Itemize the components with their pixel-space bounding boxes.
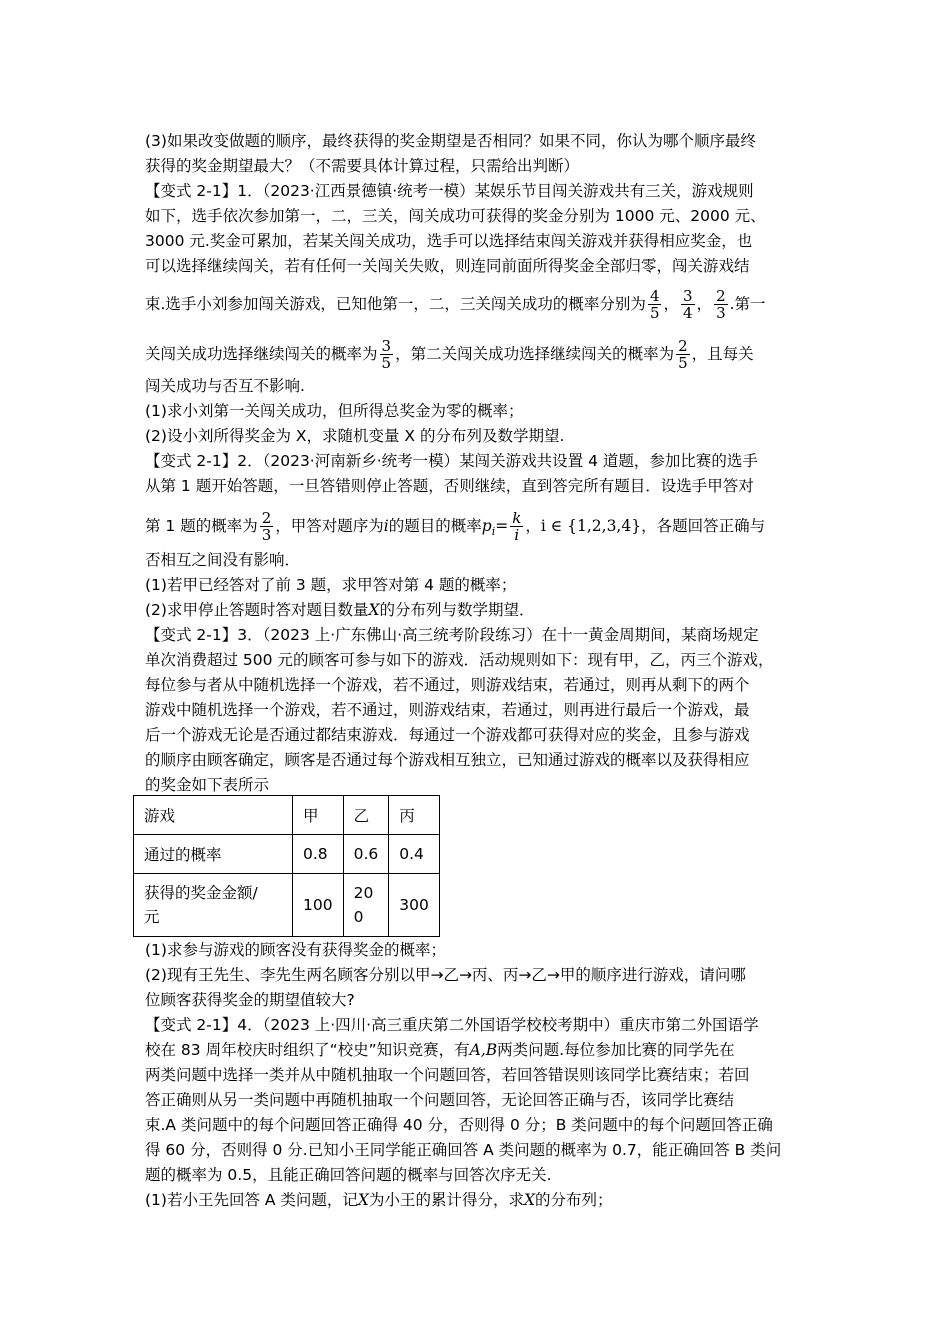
- problem-4-line-5: 束.A 类问题中的每个问题回答正确得 40 分，否则得 0 分；B 类问题中的每个问题回答正确: [145, 1116, 773, 1134]
- variable-ab: A,B: [469, 1041, 498, 1059]
- intro-line-1: (3)如果改变做题的顺序，最终获得的奖金期望是否相同？如果不同，你认为哪个顺序最终: [145, 132, 756, 150]
- table-cell: 0.6: [343, 835, 389, 874]
- problem-4-question-1-text: (1)若小王先回答 A 类问题，记: [145, 1191, 358, 1209]
- subscript-i: i: [491, 525, 496, 539]
- problem-3-line-3: 每位参与者从中随机选择一个游戏，若不通过，则游戏结束，若通过，则再从剩下的两个: [145, 676, 750, 694]
- denominator: 5: [381, 354, 392, 372]
- fraction-2-3: [714, 288, 728, 321]
- cell-line: 0: [353, 908, 364, 926]
- variable-x: X: [523, 1191, 536, 1209]
- cell-line: 获得的奖金金额/: [144, 884, 258, 902]
- problem-1-line-2: 如下，选手依次参加第一，二，三关，闯关成功可获得的奖金分别为 1000 元、2000 元、: [145, 207, 766, 225]
- problem-1-question-1: (1)求小刘第一关闯关成功，但所得总奖金为零的概率；: [145, 402, 524, 420]
- problem-1-question-2: (2)设小刘所得奖金为 X，求随机变量 X 的分布列及数学期望.: [145, 427, 565, 445]
- table-header-game: 游戏: [134, 796, 293, 835]
- numerator: 2: [261, 509, 272, 527]
- problem-4-line-7: 题的概率为 0.5，且能正确回答问题的概率与回答次序无关.: [145, 1166, 552, 1184]
- problem-1-line-5: [145, 288, 766, 321]
- problem-2-line-3-tail: ，各题回答正确与: [641, 517, 766, 535]
- problem-3-line-4: 游戏中随机选择一个游戏，若不通过，则游戏结束，若通过，则再进行最后一个游戏，最: [145, 701, 750, 719]
- numerator: 3: [381, 337, 392, 355]
- separator: ，: [663, 295, 679, 313]
- variable-p: p: [481, 517, 492, 535]
- problem-3-line-6: 的顺序由顾客确定，顾客是否通过每个游戏相互独立，已知通过游戏的概率以及获得相应: [145, 751, 750, 769]
- fraction-2-3: [260, 510, 274, 543]
- denominator: 3: [261, 526, 272, 544]
- variable-x: X: [368, 601, 380, 619]
- problem-2-question-2-tail: 的分布列与数学期望．: [379, 601, 535, 619]
- problem-4-line-2-tail: 两类问题.每位参加比赛的同学先在: [497, 1041, 735, 1059]
- denominator: i: [510, 526, 523, 543]
- numerator: 2: [716, 287, 726, 305]
- problem-4-line-2: [145, 1040, 735, 1060]
- problem-1-line-4: 可以选择继续闯关，若有任何一关闯关失败，则连同前面所得奖金全部归零，闯关游戏结: [145, 257, 750, 275]
- problem-4-line-4: 答正确则从另一类问题中再随机抽取一个问题回答，无论回答正确与否，该同学比赛结: [145, 1091, 735, 1109]
- comma: ，: [525, 517, 541, 535]
- fraction-3-4: [681, 288, 695, 321]
- table-cell: [134, 874, 293, 937]
- fraction-2-5: [676, 338, 690, 371]
- denominator: 3: [716, 304, 726, 322]
- equals-sign: =: [495, 517, 509, 535]
- cell-line: 元: [144, 908, 160, 926]
- problem-2-line-1: 【变式 2-1】2．（2023·河南新乡·统考一模）某闯关游戏共设置 4 道题，参加比赛的选手: [145, 452, 758, 470]
- separator: ，: [696, 295, 713, 313]
- table-row: [134, 835, 440, 874]
- numerator: k: [512, 509, 522, 527]
- denominator: 5: [649, 304, 660, 322]
- table-cell: 100: [293, 874, 344, 937]
- table-header-jia: 甲: [293, 796, 344, 835]
- problem-2-line-4: 否相互之间没有影响．: [145, 551, 301, 569]
- table-header-yi: 乙: [343, 796, 389, 835]
- table-cell: 300: [389, 874, 440, 937]
- problem-4-line-2-text: 校在 83 周年校庆时组织了“校史”知识竞赛，有: [145, 1041, 470, 1059]
- problem-4-line-1: 【变式 2-1】4．（2023 上·四川·高三重庆第二外国语学校校考期中）重庆市第二外国语学: [145, 1016, 759, 1034]
- problem-2-line-2: 从第 1 题开始答题，一旦答错则停止答题，否则继续，直到答完所有题目．设选手甲答对: [145, 477, 754, 495]
- problem-1-line-6-text: 关闯关成功选择继续闯关的概率为: [145, 345, 378, 363]
- table-cell: 0.8: [293, 835, 344, 874]
- problem-3-question-1: (1)求参与游戏的顾客没有获得奖金的概率；: [145, 941, 446, 959]
- problem-1-line-5-tail: .第一: [729, 295, 766, 313]
- problem-1-line-5-text: 束.选手小刘参加闯关游戏，已知他第一，二，三关闯关成功的概率分别为: [145, 295, 646, 313]
- table-cell: [343, 874, 389, 937]
- variable-x: X: [357, 1191, 369, 1209]
- problem-1-line-6-tail: ，且每关: [691, 345, 754, 363]
- table-row: [134, 874, 440, 937]
- table-header-bing: 丙: [389, 796, 440, 835]
- problem-2-line-3-mid: ，甲答对题序为: [275, 517, 384, 535]
- set-expression: i ∈ {1,2,3,4}: [540, 517, 642, 535]
- problem-3-line-5: 后一个游戏无论是否通过都结束游戏．每通过一个游戏都可获得对应的奖金，且参与游戏: [145, 726, 750, 744]
- prize-table: [133, 795, 440, 937]
- numerator: 2: [678, 337, 688, 355]
- problem-4-line-3: 两类问题中选择一类并从中随机抽取一个问题回答，若回答错误则该同学比赛结束；若回: [145, 1066, 750, 1084]
- problem-2-line-3: [145, 510, 765, 543]
- table-row: [134, 796, 440, 835]
- cell-line: 20: [353, 884, 374, 902]
- problem-3-question-2a: (2)现有王先生、李先生两名顾客分别以甲→乙→丙、丙→乙→甲的顺序进行游戏，请问哪: [145, 966, 746, 984]
- problem-1-line-7: 闯关成功与否互不影响.: [145, 377, 305, 395]
- denominator: 5: [678, 354, 688, 372]
- fraction-k-i: [510, 510, 523, 543]
- problem-4-line-6: 得 60 分，否则得 0 分.已知小王同学能正确回答 A 类问题的概率为 0.7，能正确回答 B 类问: [145, 1141, 782, 1159]
- table-cell: 通过的概率: [134, 835, 293, 874]
- problem-2-question-1: (1)若甲已经答对了前 3 题，求甲答对第 4 题的概率；: [145, 576, 517, 594]
- problem-1-line-3: 3000 元.奖金可累加，若某关闯关成功，选手可以选择结束闯关游戏并获得相应奖金，也: [145, 232, 753, 250]
- problem-4-question-1-tail: 的分布列；: [535, 1191, 613, 1209]
- fraction-3-5: [380, 338, 394, 371]
- problem-3-question-2b: 位顾客获得奖金的期望值较大?: [145, 991, 355, 1009]
- problem-2-line-3-mid2: 的题目的概率: [388, 517, 482, 535]
- problem-4-question-1-mid: 为小王的累计得分，求: [368, 1191, 524, 1209]
- numerator: 3: [683, 287, 693, 305]
- numerator: 4: [649, 287, 660, 305]
- problem-4-question-1: [145, 1190, 613, 1210]
- problem-3-line-1: 【变式 2-1】3．（2023 上·广东佛山·高三统考阶段练习）在十一黄金周期间，某商场规定: [145, 626, 759, 644]
- problem-3-line-2: 单次消费超过 500 元的顾客可参与如下的游戏．活动规则如下：现有甲，乙，丙三个游戏，: [145, 651, 774, 669]
- fraction-4-5: [648, 288, 662, 321]
- problem-3-line-7: 的奖金如下表所示: [145, 776, 270, 794]
- problem-2-question-2-text: (2)求甲停止答题时答对题目数量: [145, 601, 369, 619]
- problem-1-line-6-mid: ，第二关闯关成功选择继续闯关的概率为: [395, 345, 675, 363]
- denominator: 4: [683, 304, 693, 322]
- problem-1-line-1: 【变式 2-1】1．（2023·江西景德镇·统考一模）某娱乐节目闯关游戏共有三关，游戏规则: [145, 182, 754, 200]
- table-cell: 0.4: [389, 835, 440, 874]
- problem-1-line-6: [145, 338, 754, 371]
- problem-2-line-3-text: 第 1 题的概率为: [145, 517, 258, 535]
- intro-line-2: 获得的奖金期望最大？（不需要具体计算过程，只需给出判断）: [145, 157, 580, 175]
- problem-2-question-2: [145, 600, 535, 620]
- variable-i: i: [383, 517, 389, 535]
